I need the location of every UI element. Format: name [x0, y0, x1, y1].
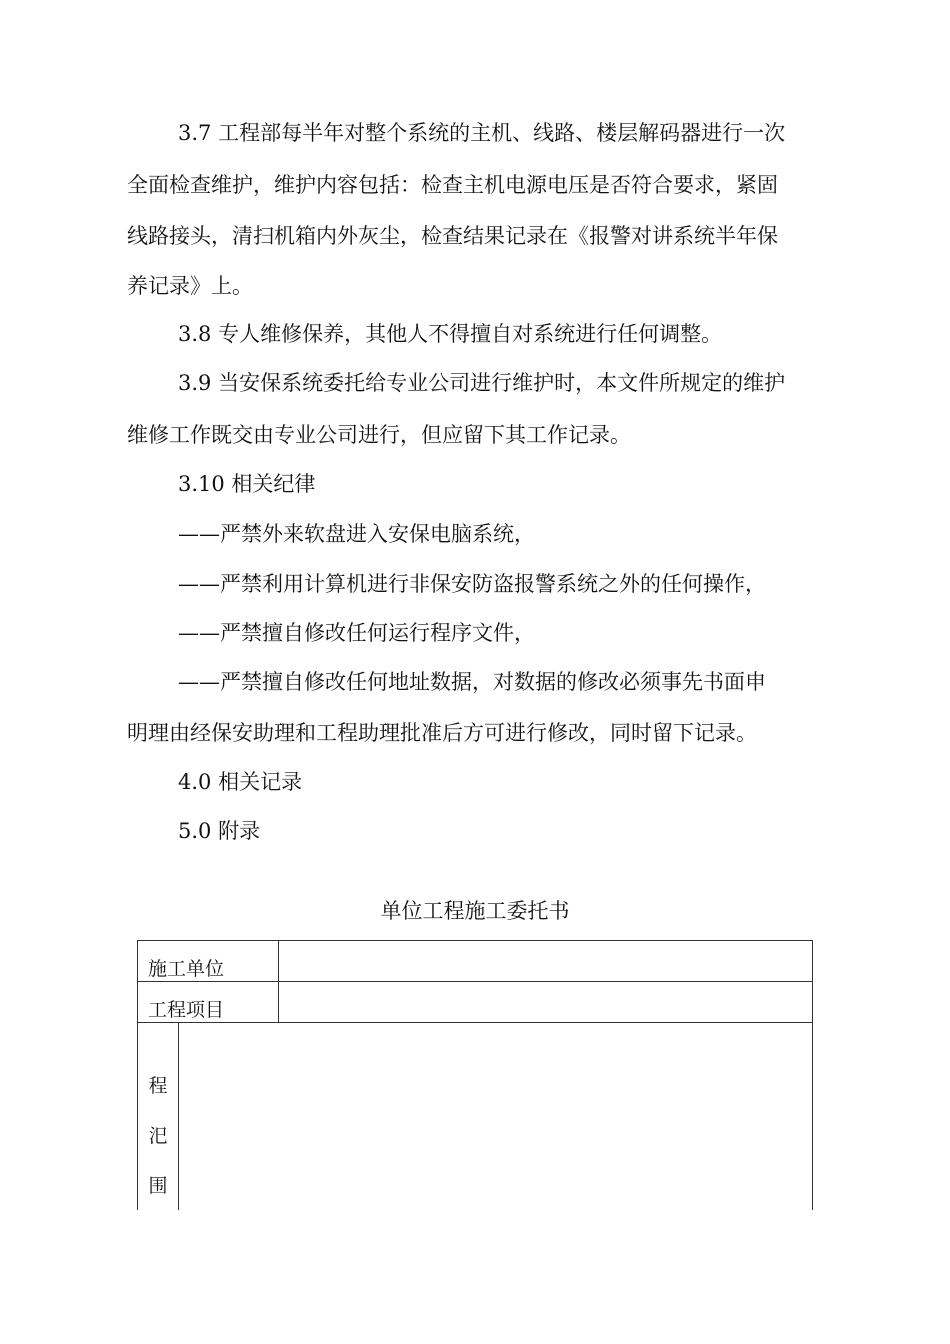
- form-field-construction-unit[interactable]: [279, 941, 813, 982]
- scope-char-3: 围: [148, 1175, 168, 1197]
- scope-char-1: 程: [148, 1075, 168, 1097]
- form-row-construction-unit: [138, 941, 813, 982]
- paragraph-3-7-line-2: 全面检查维护，维护内容包括：检查主机电源电压是否符合要求，紧固: [127, 173, 778, 197]
- rule-item-2: ——严禁利用计算机进行非保安防盗报警系统之外的任何操作，: [178, 572, 766, 596]
- rule-item-3: ——严禁擅自修改任何运行程序文件，: [178, 621, 535, 645]
- scope-char-2: 汜: [148, 1125, 168, 1147]
- section-4-0-heading: 4.0 相关记录: [178, 770, 303, 794]
- rule-item-1: ——严禁外来软盘进入安保电脑系统，: [178, 522, 535, 546]
- form-label-construction-unit: 施工单位: [138, 941, 279, 982]
- form-row-scope: [138, 1023, 813, 1211]
- form-field-scope[interactable]: [179, 1023, 812, 1210]
- paragraph-3-9-line-1: 3.9 当安保系统委托给专业公司进行维护时，本文件所规定的维护: [178, 371, 786, 395]
- paragraph-3-9-line-2: 维修工作既交由专业公司进行，但应留下其工作记录。: [127, 423, 631, 447]
- form-title: 单位工程施工委托书: [380, 899, 570, 923]
- form-label-project: 工程项目: [138, 982, 279, 1023]
- form-scope-cell[interactable]: [138, 1023, 813, 1211]
- paragraph-3-7-line-3: 线路接头，清扫机箱内外灰尘，检查结果记录在《报警对讲系统半年保: [127, 224, 778, 248]
- construction-commission-form: [137, 940, 813, 1210]
- section-3-10-heading: 3.10 相关纪律: [178, 472, 316, 496]
- paragraph-3-8: 3.8 专人维修保养，其他人不得擅自对系统进行任何调整。: [178, 322, 723, 346]
- section-5-0-heading: 5.0 附录: [178, 819, 261, 843]
- rule-item-4: ——严禁擅自修改任何地址数据，对数据的修改必须事先书面申: [178, 670, 766, 694]
- paragraph-3-7-line-1: 3.7 工程部每半年对整个系统的主机、线路、楼层解码器进行一次: [178, 121, 786, 145]
- form-row-project: [138, 982, 813, 1023]
- rule-item-4-continued: 明理由经保安助理和工程助理批准后方可进行修改，同时留下记录。: [127, 721, 757, 745]
- form-label-scope-vertical: [138, 1023, 179, 1210]
- paragraph-3-7-line-4: 养记录》上。: [127, 274, 253, 298]
- form-field-project[interactable]: [279, 982, 813, 1023]
